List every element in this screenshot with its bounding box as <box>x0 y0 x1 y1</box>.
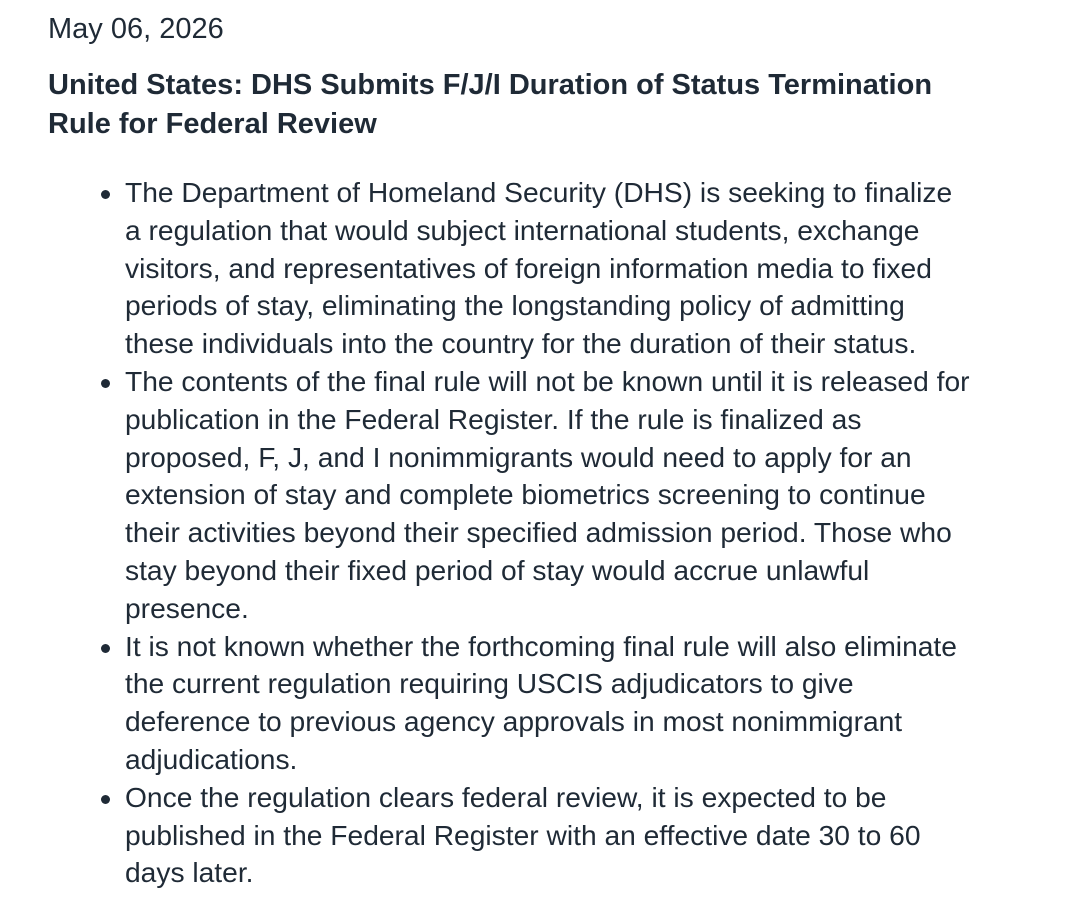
bullet-line: proposed, F, J, and I nonimmigrants would need to apply for an <box>125 440 912 473</box>
bullet-item <box>0 363 1080 628</box>
bullet-line: these individuals into the country for the duration of their status. <box>125 327 917 360</box>
headline-line: Rule for Federal Review <box>48 108 377 140</box>
bullet-item <box>0 174 1080 363</box>
bullet-dot-icon <box>101 379 110 388</box>
bullet-dot-icon <box>101 795 110 804</box>
bullet-line: stay beyond their fixed period of stay would accrue unlawful <box>125 553 870 586</box>
bullet-line: The contents of the final rule will not be known until it is released for <box>125 364 970 397</box>
bullet-line: publication in the Federal Register. If the rule is finalized as <box>125 402 862 435</box>
bullet-list <box>0 174 1080 892</box>
article-headline <box>48 66 1038 144</box>
bullet-line: presence. <box>125 591 249 624</box>
bullet-item <box>0 779 1080 892</box>
headline-line: United States: DHS Submits F/J/I Duration of Status Termination <box>48 69 933 101</box>
bullet-line: published in the Federal Register with an effective date 30 to 60 <box>125 818 921 851</box>
bullet-line: It is not known whether the forthcoming final rule will also eliminate <box>125 629 957 662</box>
bullet-dot-icon <box>101 644 110 653</box>
bullet-line: visitors, and representatives of foreign information media to fixed <box>125 251 932 284</box>
bullet-line: Once the regulation clears federal review, it is expected to be <box>125 780 887 813</box>
bullet-line: extension of stay and complete biometrics screening to continue <box>125 478 926 511</box>
bullet-line: a regulation that would subject international students, exchange <box>125 213 920 246</box>
bullet-dot-icon <box>101 190 110 199</box>
bullet-item <box>0 628 1080 779</box>
bullet-line: adjudications. <box>125 742 298 775</box>
bullet-line: the current regulation requiring USCIS adjudicators to give <box>125 667 854 700</box>
bullet-line: days later. <box>125 856 254 889</box>
article-date: May 06, 2026 <box>48 13 224 45</box>
bullet-line: periods of stay, eliminating the longstanding policy of admitting <box>125 289 905 322</box>
bullet-line: deference to previous agency approvals in most nonimmigrant <box>125 705 903 738</box>
bullet-line: The Department of Homeland Security (DHS) is seeking to finalize <box>125 176 953 208</box>
bullet-line: their activities beyond their specified admission period. Those who <box>125 516 952 549</box>
